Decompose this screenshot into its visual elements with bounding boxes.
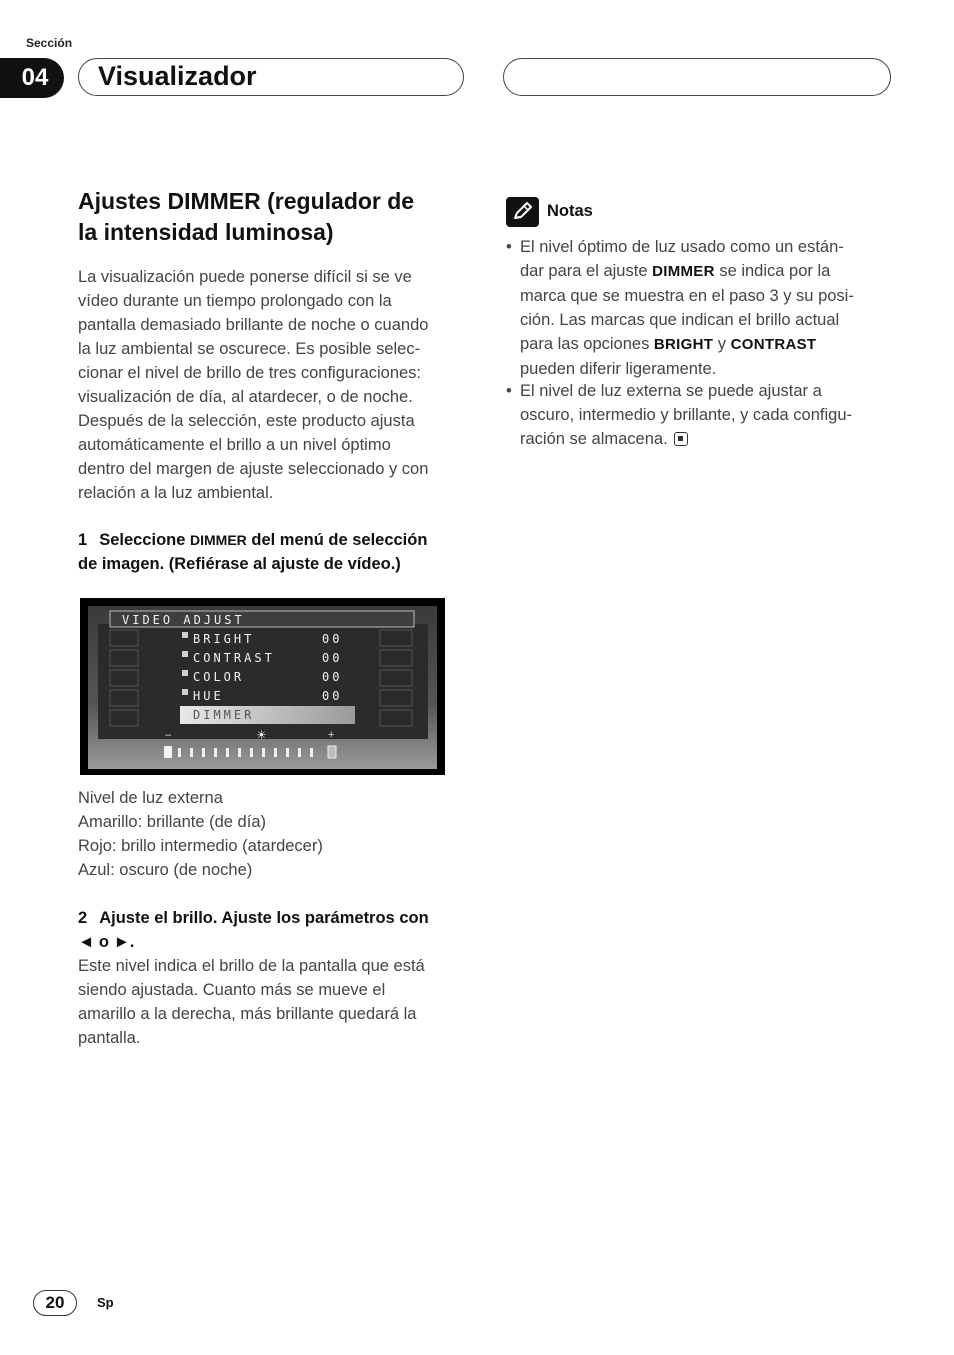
screen-plus-symbol: + xyxy=(328,729,335,741)
step-number: 1 xyxy=(78,531,88,549)
text-line: El nivel óptimo de luz usado como un están- xyxy=(520,238,844,256)
step-text: Ajuste el brillo. Ajuste los parámetros con xyxy=(99,909,429,927)
text-line: Este nivel indica el brillo de la pantalla que está xyxy=(78,957,425,975)
section-heading-line: Ajustes DIMMER (regulador de xyxy=(78,188,415,214)
step-number: 2 xyxy=(78,909,88,927)
text-run: se indica por la xyxy=(714,262,831,280)
text-run: ración se almacena. xyxy=(520,430,668,448)
step-2-body xyxy=(78,954,478,1050)
text-line: pantalla demasiado brillante de noche o cuando xyxy=(78,316,429,334)
text-line: marca que se muestra en el paso 3 y su posi- xyxy=(520,287,854,305)
screen-value-contrast: 00 xyxy=(322,651,343,665)
keyword: CONTRAST xyxy=(730,336,817,353)
section-number-badge: 04 xyxy=(0,58,64,98)
note-item xyxy=(506,379,900,451)
legend-line: Azul: oscuro (de noche) xyxy=(78,861,253,879)
page-number: 20 xyxy=(33,1290,77,1316)
step-2 xyxy=(78,906,478,954)
text-line: oscuro, intermedio y brillante, y cada configu- xyxy=(520,406,852,424)
step-2-line xyxy=(78,906,478,930)
screen-illustration xyxy=(80,598,445,775)
step-keyword: DIMMER xyxy=(190,532,247,548)
text-run: dar para el ajuste xyxy=(520,262,653,280)
reference-marker xyxy=(328,746,336,758)
page-title: Visualizador xyxy=(98,61,257,91)
bullet: • xyxy=(506,238,512,256)
legend-block xyxy=(78,786,478,882)
pencil-note-icon xyxy=(506,197,539,227)
step-2-line: ◄ o ►. xyxy=(78,933,135,951)
screen-item-dimmer: DIMMER xyxy=(193,708,255,722)
text-line: la luz ambiental se oscurece. Es posible selec- xyxy=(78,340,421,358)
step-1 xyxy=(78,528,478,576)
intro-paragraph xyxy=(78,265,478,505)
screen-item-color: COLOR xyxy=(193,670,245,684)
notes-heading: Notas xyxy=(547,202,593,220)
level-marker xyxy=(164,746,172,758)
screen-item-bright: BRIGHT xyxy=(193,632,255,646)
screen-value-hue: 00 xyxy=(322,689,343,703)
text-line: pantalla. xyxy=(78,1029,141,1047)
legend-line: Amarillo: brillante (de día) xyxy=(78,813,266,831)
keyword: BRIGHT xyxy=(653,336,714,353)
section-label: Sección xyxy=(26,36,73,50)
screen-value-bright: 00 xyxy=(322,632,343,646)
screen-item-hue: HUE xyxy=(193,689,224,703)
text-line xyxy=(520,332,900,357)
legend-line: Rojo: brillo intermedio (atardecer) xyxy=(78,837,323,855)
text-line: cionar el nivel de brillo de tres configuraciones: xyxy=(78,364,422,382)
text-line: ción. Las marcas que indican el brillo actual xyxy=(520,311,840,329)
language-code: Sp xyxy=(97,1295,114,1310)
text-line: pueden diferir ligeramente. xyxy=(520,360,717,378)
bullet: • xyxy=(506,382,512,400)
text-line: relación a la luz ambiental. xyxy=(78,484,274,502)
screen-item-contrast: CONTRAST xyxy=(193,651,275,665)
keyword: DIMMER xyxy=(652,263,715,280)
end-mark-icon xyxy=(674,432,688,446)
text-line xyxy=(520,427,900,451)
text-line: La visualización puede ponerse difícil si se ve xyxy=(78,268,412,286)
text-run: para las opciones xyxy=(520,335,654,353)
step-1-line xyxy=(78,528,478,552)
text-line: Después de la selección, este producto ajusta xyxy=(78,412,415,430)
sun-icon: ☀ xyxy=(256,728,267,742)
text-line: El nivel de luz externa se puede ajustar a xyxy=(520,382,822,400)
text-line: dentro del margen de ajuste seleccionado y con xyxy=(78,460,429,478)
header-right-frame xyxy=(503,58,891,96)
pencil-icon xyxy=(511,201,535,223)
text-line: automáticamente el brillo a un nivel óptimo xyxy=(78,436,391,454)
text-line: visualización de día, al atardecer, o de noche. xyxy=(78,388,413,406)
step-text: del menú de selección xyxy=(246,531,428,549)
note-item xyxy=(506,235,900,381)
text-line: siendo ajustada. Cuanto más se mueve el xyxy=(78,981,386,999)
screen-menu-title: VIDEO ADJUST xyxy=(122,613,245,627)
section-heading-line: la intensidad luminosa) xyxy=(78,219,334,245)
text-line: amarillo a la derecha, más brillante quedará la xyxy=(78,1005,417,1023)
section-heading xyxy=(78,186,478,248)
text-run: y xyxy=(713,335,731,353)
text-line xyxy=(520,259,900,284)
screen-minus-symbol: – xyxy=(165,729,172,741)
text-line: vídeo durante un tiempo prolongado con la xyxy=(78,292,392,310)
screen-value-color: 00 xyxy=(322,670,343,684)
legend-line: Nivel de luz externa xyxy=(78,789,223,807)
step-text: Seleccione xyxy=(99,531,190,549)
video-adjust-screen xyxy=(80,598,445,775)
step-1-line: de imagen. (Refiérase al ajuste de vídeo.) xyxy=(78,555,401,573)
